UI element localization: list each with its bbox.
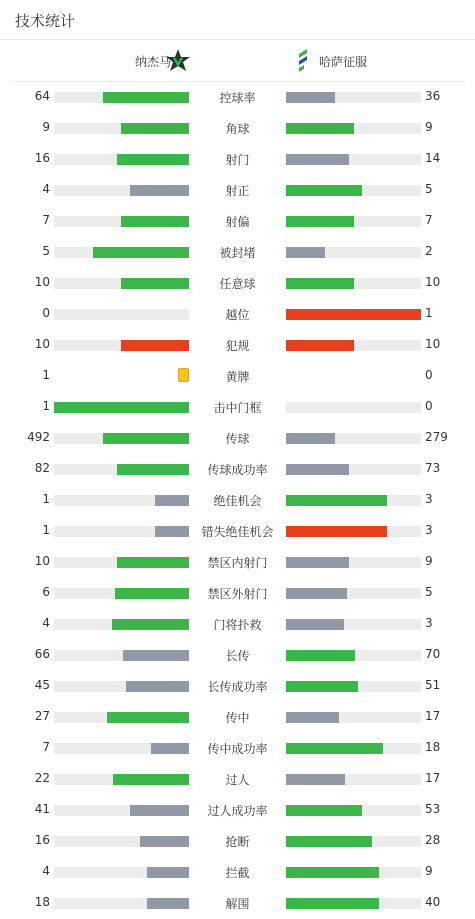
away-bar-fill <box>286 898 379 909</box>
away-value: 5 <box>425 585 433 599</box>
header <box>0 0 475 40</box>
home-bar-fill <box>155 495 189 506</box>
stat-row <box>0 516 475 547</box>
home-bar-track <box>54 92 189 103</box>
home-value: 41 <box>34 802 50 816</box>
home-bar-track <box>54 526 189 537</box>
stat-label: 传中 <box>225 711 250 725</box>
away-bar-fill <box>286 619 344 630</box>
away-bar-track <box>286 588 421 599</box>
home-bar-fill <box>147 898 189 909</box>
home-bar-fill <box>93 247 189 258</box>
away-bar-track <box>286 495 421 506</box>
home-value: 10 <box>34 275 50 289</box>
stat-row <box>0 299 475 330</box>
home-bar-fill <box>121 123 189 134</box>
away-bar-fill <box>286 712 339 723</box>
away-value: 5 <box>425 182 433 196</box>
stat-row <box>0 795 475 826</box>
home-bar-track <box>54 402 189 413</box>
away-bar-fill <box>286 526 387 537</box>
home-value: 27 <box>34 709 50 723</box>
stat-label: 过人 <box>225 773 250 787</box>
home-bar-track <box>54 278 189 289</box>
home-value: 1 <box>42 523 50 537</box>
away-value: 9 <box>425 120 433 134</box>
away-bar-fill <box>286 433 335 444</box>
away-value: 2 <box>425 244 433 258</box>
home-value: 5 <box>42 244 50 258</box>
home-team-name[interactable]: 纳杰马 <box>134 55 171 69</box>
away-value: 279 <box>425 430 448 444</box>
away-bar-fill <box>286 774 345 785</box>
home-value: 492 <box>27 430 50 444</box>
stat-row <box>0 392 475 423</box>
away-value: 14 <box>425 151 441 165</box>
away-bar-track <box>286 216 421 227</box>
stat-label: 传中成功率 <box>207 742 268 756</box>
stat-row <box>0 826 475 857</box>
away-bar-track <box>286 898 421 909</box>
home-bar-track <box>54 650 189 661</box>
stat-label: 绝佳机会 <box>213 494 262 508</box>
stat-row <box>0 578 475 609</box>
home-bar-track <box>54 464 189 475</box>
away-bar-fill <box>286 123 354 134</box>
away-value: 51 <box>425 678 441 692</box>
away-bar-track <box>286 247 421 258</box>
stat-row <box>0 237 475 268</box>
stat-label: 禁区外射门 <box>207 587 268 601</box>
away-bar-fill <box>286 557 349 568</box>
home-bar-track <box>54 867 189 878</box>
away-bar-track <box>286 92 421 103</box>
home-bar-track <box>54 774 189 785</box>
home-value: 66 <box>34 647 50 661</box>
away-bar-track <box>286 185 421 196</box>
away-bar-track <box>286 340 421 351</box>
home-bar-fill <box>121 216 189 227</box>
home-bar-fill <box>130 805 189 816</box>
home-value: 1 <box>42 399 50 413</box>
home-value: 10 <box>34 554 50 568</box>
home-value: 1 <box>42 368 50 382</box>
away-bar-track <box>286 123 421 134</box>
away-bar-track <box>286 154 421 165</box>
home-bar-fill <box>103 92 189 103</box>
home-bar-fill <box>107 712 189 723</box>
home-value: 6 <box>42 585 50 599</box>
away-value: 3 <box>425 616 433 630</box>
home-bar-fill <box>151 743 189 754</box>
stat-row <box>0 485 475 516</box>
away-bar-track <box>286 805 421 816</box>
stat-row <box>0 206 475 237</box>
away-bar-fill <box>286 309 421 320</box>
away-value: 73 <box>425 461 441 475</box>
stat-row <box>0 857 475 888</box>
home-bar-fill <box>117 154 189 165</box>
home-value: 16 <box>34 833 50 847</box>
away-bar-fill <box>286 743 383 754</box>
stat-row <box>0 454 475 485</box>
stat-row <box>0 764 475 795</box>
away-bar-track <box>286 712 421 723</box>
away-bar-track <box>286 650 421 661</box>
away-value: 7 <box>425 213 433 227</box>
away-bar-track <box>286 278 421 289</box>
away-bar-fill <box>286 650 355 661</box>
home-bar-track <box>54 836 189 847</box>
stat-label: 解围 <box>225 897 250 911</box>
away-bar-track <box>286 681 421 692</box>
home-value: 0 <box>42 306 50 320</box>
stat-row <box>0 268 475 299</box>
stat-label: 传球成功率 <box>207 463 268 477</box>
away-bar-fill <box>286 92 335 103</box>
away-bar-track <box>286 836 421 847</box>
away-team-logo-icon[interactable] <box>296 48 310 74</box>
stat-label: 长传成功率 <box>207 680 268 694</box>
away-value: 17 <box>425 771 441 785</box>
home-bar-fill <box>117 464 189 475</box>
away-value: 70 <box>425 647 441 661</box>
home-bar-track <box>54 123 189 134</box>
away-bar-track <box>286 774 421 785</box>
stat-label: 抢断 <box>225 835 250 849</box>
home-value: 7 <box>42 740 50 754</box>
home-bar-track <box>54 216 189 227</box>
stat-label: 禁区内射门 <box>207 556 268 570</box>
away-value: 0 <box>425 368 433 382</box>
away-value: 40 <box>425 895 441 909</box>
home-bar-track <box>54 309 189 320</box>
away-bar-fill <box>286 805 362 816</box>
home-bar-track <box>54 898 189 909</box>
stat-label: 门将扑救 <box>213 618 262 632</box>
home-value: 82 <box>34 461 50 475</box>
stat-label: 射门 <box>225 153 250 167</box>
stat-row <box>0 82 475 113</box>
home-bar-track <box>54 712 189 723</box>
away-bar-fill <box>286 588 347 599</box>
stat-row <box>0 330 475 361</box>
away-bar-fill <box>286 278 354 289</box>
home-bar-fill <box>130 185 189 196</box>
home-value: 4 <box>42 182 50 196</box>
stat-label: 拦截 <box>225 866 250 880</box>
home-value: 7 <box>42 213 50 227</box>
home-value: 18 <box>34 895 50 909</box>
away-bar-track <box>286 557 421 568</box>
home-bar-track <box>54 588 189 599</box>
away-bar-fill <box>286 867 379 878</box>
away-bar-fill <box>286 154 349 165</box>
home-bar-track <box>54 340 189 351</box>
stat-label: 犯规 <box>225 339 250 353</box>
away-bar-track <box>286 309 421 320</box>
stat-row <box>0 640 475 671</box>
away-bar-fill <box>286 836 372 847</box>
home-bar-fill <box>121 340 189 351</box>
away-value: 36 <box>425 89 441 103</box>
home-value: 4 <box>42 864 50 878</box>
stat-label: 长传 <box>225 649 250 663</box>
stat-label: 被封堵 <box>219 246 256 260</box>
home-bar-fill <box>126 681 189 692</box>
stat-label: 过人成功率 <box>207 804 268 818</box>
away-bar-fill <box>286 495 387 506</box>
away-value: 0 <box>425 399 433 413</box>
stat-label: 黄牌 <box>225 370 250 384</box>
home-bar-track <box>54 185 189 196</box>
away-bar-track <box>286 867 421 878</box>
away-bar-fill <box>286 247 325 258</box>
home-bar-track <box>54 247 189 258</box>
stat-row <box>0 547 475 578</box>
away-bar-track <box>286 743 421 754</box>
home-bar-track <box>54 619 189 630</box>
stat-row <box>0 671 475 702</box>
away-team-name[interactable]: 哈萨征服 <box>319 55 368 69</box>
away-bar-track <box>286 526 421 537</box>
home-bar-fill <box>123 650 189 661</box>
away-bar-track <box>286 433 421 444</box>
away-bar-track <box>286 619 421 630</box>
stat-label: 传球 <box>225 432 250 446</box>
home-value: 45 <box>34 678 50 692</box>
home-bar-fill <box>147 867 189 878</box>
home-bar-track <box>54 557 189 568</box>
stat-label: 越位 <box>225 308 250 322</box>
away-value: 10 <box>425 337 441 351</box>
away-bar-fill <box>286 681 358 692</box>
stat-label: 任意球 <box>219 277 256 291</box>
home-value: 16 <box>34 151 50 165</box>
away-bar-fill <box>286 340 354 351</box>
stat-row <box>0 361 475 392</box>
stat-label: 错失绝佳机会 <box>201 525 274 539</box>
stat-row <box>0 423 475 454</box>
home-bar-track <box>54 495 189 506</box>
away-value: 10 <box>425 275 441 289</box>
away-value: 9 <box>425 554 433 568</box>
home-value: 10 <box>34 337 50 351</box>
stat-label: 射正 <box>225 184 250 198</box>
home-bar-track <box>54 743 189 754</box>
away-bar-fill <box>286 185 362 196</box>
stat-label: 击中门框 <box>213 401 262 415</box>
home-bar-fill <box>155 526 189 537</box>
away-value: 9 <box>425 864 433 878</box>
away-value: 17 <box>425 709 441 723</box>
page-title: 技术统计 <box>15 12 76 30</box>
stat-row <box>0 702 475 733</box>
away-bar-track <box>286 402 421 413</box>
home-bar-fill <box>113 774 189 785</box>
away-bar-fill <box>286 216 354 227</box>
stat-row <box>0 888 475 919</box>
stat-row <box>0 733 475 764</box>
away-bar-track <box>286 464 421 475</box>
home-value: 22 <box>34 771 50 785</box>
stat-row <box>0 609 475 640</box>
home-bar-track <box>54 805 189 816</box>
home-bar-track <box>54 433 189 444</box>
stat-row <box>0 175 475 206</box>
home-value: 9 <box>42 120 50 134</box>
away-bar-fill <box>286 464 349 475</box>
home-bar-fill <box>103 433 189 444</box>
stat-row <box>0 144 475 175</box>
home-bar-fill <box>115 588 189 599</box>
stats-list <box>0 82 475 919</box>
stat-label: 控球率 <box>219 91 256 105</box>
home-bar-fill <box>117 557 189 568</box>
stat-label: 角球 <box>225 122 250 136</box>
away-value: 3 <box>425 523 433 537</box>
home-value: 64 <box>34 89 50 103</box>
home-team-logo-icon[interactable] <box>165 48 191 74</box>
home-bar-fill <box>121 278 189 289</box>
stat-label: 射偏 <box>225 215 250 229</box>
home-bar-fill <box>54 402 189 413</box>
teams-header <box>10 41 466 82</box>
home-bar-track <box>54 154 189 165</box>
home-value: 4 <box>42 616 50 630</box>
yellow-card-icon <box>178 368 189 382</box>
away-value: 28 <box>425 833 441 847</box>
away-value: 18 <box>425 740 441 754</box>
home-value: 1 <box>42 492 50 506</box>
away-value: 1 <box>425 306 433 320</box>
away-value: 3 <box>425 492 433 506</box>
stat-row <box>0 113 475 144</box>
home-bar-fill <box>140 836 189 847</box>
home-bar-track <box>54 681 189 692</box>
home-bar-fill <box>112 619 189 630</box>
away-value: 53 <box>425 802 441 816</box>
